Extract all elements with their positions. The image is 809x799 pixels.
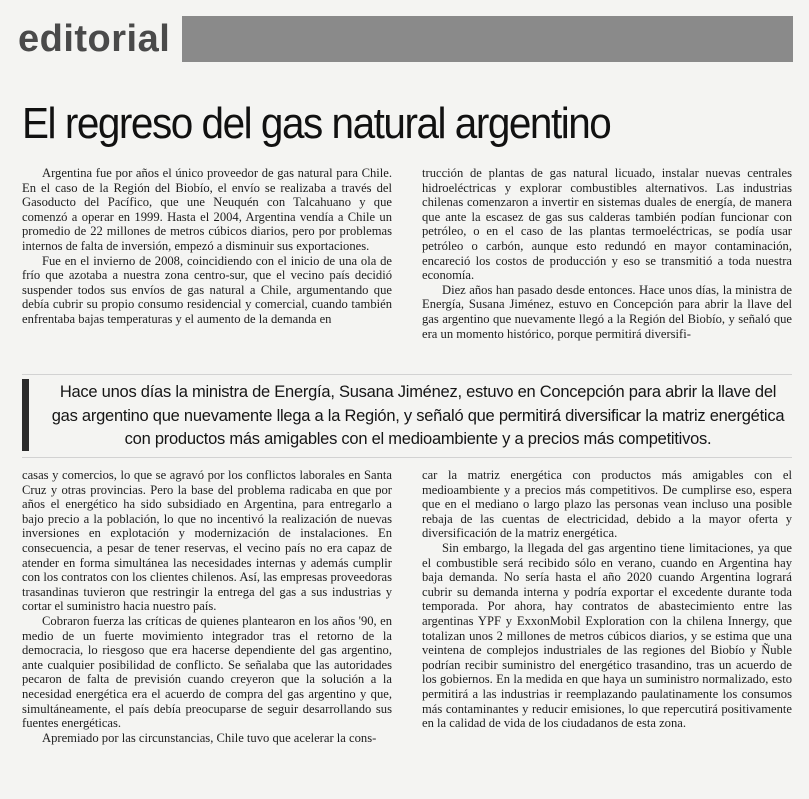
bottom-columns <box>22 468 792 745</box>
pull-quote <box>22 374 792 458</box>
section-header <box>18 14 793 64</box>
pull-quote-text: Hace unos días la ministra de Energía, Susana Jiménez, estuvo en Concepción para abrir la llave del gas argentino que nuevamente llega a la Región, y señaló que permitirá diversificar la matriz energética con productos más amigables con el medioambiente y a precios más competitivos. <box>51 383 785 448</box>
paragraph: Fue en el invierno de 2008, coincidiendo con el inicio de una ola de frío que azotaba a nuestra zona centro-sur, que el vecino país decidió suspender todos sus envíos de gas natural a Chile, argumentando que debía cubrir su propio consumo residencial y comercial, cuando también enfrentaba bajas temperaturas y el aumento de la demanda en <box>22 253 392 326</box>
pull-quote-bar <box>22 379 29 451</box>
paragraph: car la matriz energética con productos más amigables con el medioambiente y a precios más competitivos. De cumplirse eso, espera que en el mediano o largo plazo las personas vean incluso una posible rebaja de las cuentas de electricidad, debido a la mayor oferta y diversificación de la matriz energética. <box>422 468 792 541</box>
bottom-left-column <box>22 468 392 745</box>
paragraph: Sin embargo, la llegada del gas argentino tiene limitaciones, ya que el combustible será recibido sólo en verano, cuando en Argentina hay baja demanda. No sería hasta el año 2020 cuando Argentina logrará cubrir su demanda interna y podría exportar el excedente durante toda temporada. Por ahora, hay contratos de abastecimiento entre las argentinas YPF y ExxonMobil Exploration con la chilena Innergy, que totalizan unos 2 millones de metros cúbicos diarios, y se estima que una veintena de complejos industriales de las regiones del Biobío y Ñuble podrían recibir suministro del energético trasandino, tras un acuerdo de los gobiernos. En la medida en que haya un suministro normalizado, esto permitirá a las industrias ir reemplazando paulatinamente los consumos más contaminantes y reducir emisiones, lo que repercutirá positivamente en la calidad de vida de los ciudadanos de esta zona. <box>422 540 792 731</box>
top-right-column <box>422 166 792 341</box>
headline: El regreso del gas natural argentino <box>22 99 611 148</box>
bottom-right-column <box>422 468 792 745</box>
paragraph: casas y comercios, lo que se agravó por los conflictos laborales en Santa Cruz y otras provincias. Pero la base del problema radicaba en que por años el energético ha sido subsidiado en Argentina, para entregarlo a bajo precio a la población, lo que no incentivó la realización de nuevas inversiones en explotación y modernización de instalaciones. En consecuencia, a pesar de tener reservas, el vecino país no era capaz de atender en forma simultánea las necesidades internas y además cumplir con los contratos con los clientes chilenos. Así, las empresas proveedoras trasandinas tuvieron que restringir la entrega del gas a sus industrias y cortar el suministro hacia nuestro país. <box>22 468 392 614</box>
top-columns <box>22 166 792 341</box>
paragraph: Cobraron fuerza las críticas de quienes plantearon en los años '90, en medio de un fuerte movimiento integrador tras el retorno de la democracia, lo riesgoso que era hacerse dependiente del gas argentino, ante cualquier posibilidad de conflicto. Se señalaba que las autoridades pecaron de falta de previsión cuando creyeron que la solución a la necesidad energética era el acuerdo de compra del gas argentino y que, simultáneamente, el país debía preocuparse de seguir desarrollando sus fuentes energéticas. <box>22 613 392 731</box>
top-left-column <box>22 166 392 341</box>
paragraph: Argentina fue por años el único proveedor de gas natural para Chile. En el caso de la Región del Biobío, el envío se realizaba a través del Gasoducto del Pacífico, que une Neuquén con Talcahuano y que comenzó a operar en 1999. Hasta el 2004, Argentina vendía a Chile un promedio de 22 millones de metros cúbicos diarios, pero por problemas internos de falta de inversión, empezó a disminuir sus exportaciones. <box>22 166 392 253</box>
section-label: editorial <box>18 18 171 60</box>
paragraph: Diez años han pasado desde entonces. Hace unos días, la ministra de Energía, Susana Jiménez, estuvo en Concepción para abrir la llave del gas argentino que nuevamente llegó a la Región del Biobío, y señaló que era un momento histórico, porque permitirá diversifi- <box>422 282 792 341</box>
paragraph: trucción de plantas de gas natural licuado, instalar nuevas centrales hidroeléctricas y explorar combustibles alternativos. Las industrias chilenas comenzaron a invertir en sistemas duales de energía, de manera que ante la escasez de gas sus calderas también podían funcionar con petróleo, o en el caso de las plantas termoeléctricas, se podía usar petróleo o carbón, aunque esto redundó en mayor contaminación, encareció los costos de producción y eso se transmitió a toda nuestra economía. <box>422 166 792 283</box>
section-bar <box>182 16 793 62</box>
paragraph: Apremiado por las circunstancias, Chile tuvo que acelerar la cons- <box>42 730 377 745</box>
